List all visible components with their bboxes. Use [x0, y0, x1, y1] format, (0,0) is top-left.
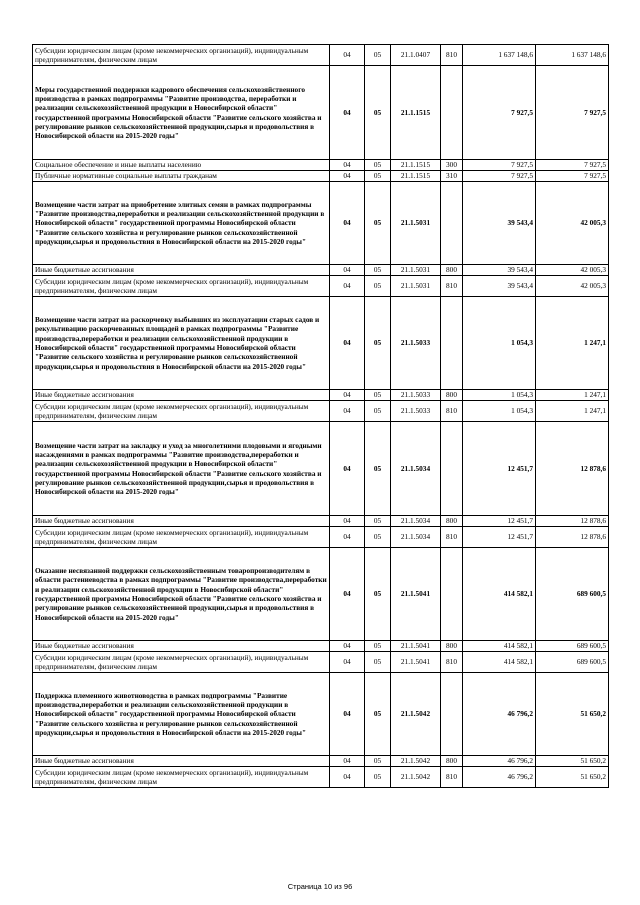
amount-year1-cell: 1 637 148,6 [463, 45, 536, 66]
expense-type-cell: 800 [441, 516, 463, 527]
table-row [33, 182, 609, 265]
section-code-cell: 04 [330, 265, 365, 276]
table-row [33, 401, 609, 422]
target-article-cell: 21.1.5031 [391, 276, 441, 297]
amount-year1-cell: 12 451,7 [463, 516, 536, 527]
table-row [33, 673, 609, 756]
amount-year2-cell: 1 247,1 [536, 401, 609, 422]
amount-year2-cell: 7 927,5 [536, 171, 609, 182]
table-row [33, 66, 609, 160]
target-article-cell: 21.1.0407 [391, 45, 441, 66]
expense-type-cell [441, 422, 463, 516]
subsection-code-cell: 05 [365, 265, 391, 276]
table-row [33, 265, 609, 276]
amount-year1-cell: 414 582,1 [463, 641, 536, 652]
table-row [33, 527, 609, 548]
section-code-cell: 04 [330, 297, 365, 390]
table-row [33, 767, 609, 788]
expense-type-cell: 810 [441, 276, 463, 297]
subsection-code-cell: 05 [365, 673, 391, 756]
expense-type-cell [441, 66, 463, 160]
expense-name-cell: Иные бюджетные ассигнования [33, 390, 330, 401]
table-row [33, 171, 609, 182]
expense-type-cell: 800 [441, 265, 463, 276]
section-code-cell: 04 [330, 767, 365, 788]
table-row [33, 45, 609, 66]
table-row [33, 652, 609, 673]
table-row [33, 297, 609, 390]
target-article-cell: 21.1.5041 [391, 548, 441, 641]
target-article-cell: 21.1.5034 [391, 527, 441, 548]
section-code-cell: 04 [330, 527, 365, 548]
subsection-code-cell: 05 [365, 160, 391, 171]
expense-type-cell [441, 548, 463, 641]
table-row [33, 641, 609, 652]
expense-type-cell [441, 297, 463, 390]
amount-year1-cell: 414 582,1 [463, 652, 536, 673]
amount-year1-cell: 7 927,5 [463, 160, 536, 171]
expense-name-cell: Возмещение части затрат на раскорчевку выбывших из эксплуатации старых садов и рекультивацию раскорчеванных площадей в рамках подпрограммы "Развитие производства,переработки и реализации сельскохозяйственной продукции в Новосибирской области" государственной программы Новосибирской области "Развитие сельского хозяйства и регулирование рынков сельскохозяйственной продукции,сырья и продовольствия в Новосибирской области на 2015-2020 годы" [33, 297, 330, 390]
target-article-cell: 21.1.5034 [391, 422, 441, 516]
subsection-code-cell: 05 [365, 401, 391, 422]
expense-type-cell [441, 182, 463, 265]
subsection-code-cell: 05 [365, 422, 391, 516]
subsection-code-cell: 05 [365, 66, 391, 160]
section-code-cell: 04 [330, 641, 365, 652]
section-code-cell: 04 [330, 160, 365, 171]
target-article-cell: 21.1.5042 [391, 756, 441, 767]
amount-year1-cell: 414 582,1 [463, 548, 536, 641]
expense-name-cell: Оказание несвязанной поддержки сельскохозяйственным товаропроизводителям в области растениеводства в рамках подпрограммы "Развитие производства,переработки и реализации сельскохозяйственной продукции в Новосибирской области" государственной программы Новосибирской области "Развитие сельского хозяйства и регулирование рынков сельскохозяйственной продукции,сырья и продовольствия в Новосибирской области на 2015-2020 годы" [33, 548, 330, 641]
subsection-code-cell: 05 [365, 767, 391, 788]
amount-year2-cell: 51 650,2 [536, 756, 609, 767]
expense-name-cell: Меры государственной поддержки кадрового обеспечения сельскохозяйственного производства в рамках подпрограммы "Развитие производства, переработки и реализации сельскохозяйственной продукции в Новосибирской области" государственной программы Новосибирской области "Развитие сельского хозяйства и регулирование рынков сельскохозяйственной продукции,сырья и продовольствия в Новосибирской области на 2015-2020 годы" [33, 66, 330, 160]
expense-name-cell: Иные бюджетные ассигнования [33, 516, 330, 527]
target-article-cell: 21.1.5034 [391, 516, 441, 527]
amount-year1-cell: 1 054,3 [463, 297, 536, 390]
amount-year2-cell: 689 600,5 [536, 652, 609, 673]
amount-year2-cell: 689 600,5 [536, 548, 609, 641]
target-article-cell: 21.1.5042 [391, 767, 441, 788]
target-article-cell: 21.1.5031 [391, 265, 441, 276]
expense-type-cell: 810 [441, 401, 463, 422]
expense-name-cell: Субсидии юридическим лицам (кроме некоммерческих организаций), индивидуальным предпринимателям, физическим лицам [33, 45, 330, 66]
expense-name-cell: Социальное обеспечение и иные выплаты населению [33, 160, 330, 171]
subsection-code-cell: 05 [365, 390, 391, 401]
budget-table [32, 44, 609, 788]
amount-year1-cell: 39 543,4 [463, 265, 536, 276]
expense-name-cell: Субсидии юридическим лицам (кроме некоммерческих организаций), индивидуальным предпринимателям, физическим лицам [33, 276, 330, 297]
amount-year2-cell: 42 005,3 [536, 182, 609, 265]
section-code-cell: 04 [330, 182, 365, 265]
amount-year2-cell: 12 878,6 [536, 527, 609, 548]
section-code-cell: 04 [330, 516, 365, 527]
subsection-code-cell: 05 [365, 527, 391, 548]
amount-year2-cell: 689 600,5 [536, 641, 609, 652]
table-row [33, 276, 609, 297]
expense-type-cell: 800 [441, 641, 463, 652]
target-article-cell: 21.1.1515 [391, 171, 441, 182]
section-code-cell: 04 [330, 390, 365, 401]
subsection-code-cell: 05 [365, 45, 391, 66]
subsection-code-cell: 05 [365, 756, 391, 767]
table-row [33, 548, 609, 641]
subsection-code-cell: 05 [365, 276, 391, 297]
expense-type-cell: 810 [441, 527, 463, 548]
target-article-cell: 21.1.5033 [391, 297, 441, 390]
amount-year1-cell: 1 054,3 [463, 401, 536, 422]
amount-year2-cell: 7 927,5 [536, 160, 609, 171]
expense-name-cell: Иные бюджетные ассигнования [33, 265, 330, 276]
table-row [33, 390, 609, 401]
page-number: Страница 10 из 96 [287, 882, 353, 891]
amount-year2-cell: 1 247,1 [536, 390, 609, 401]
expense-name-cell: Иные бюджетные ассигнования [33, 641, 330, 652]
amount-year2-cell: 12 878,6 [536, 422, 609, 516]
section-code-cell: 04 [330, 548, 365, 641]
target-article-cell: 21.1.5033 [391, 390, 441, 401]
table-row [33, 160, 609, 171]
expense-type-cell: 300 [441, 160, 463, 171]
section-code-cell: 04 [330, 276, 365, 297]
subsection-code-cell: 05 [365, 652, 391, 673]
subsection-code-cell: 05 [365, 182, 391, 265]
target-article-cell: 21.1.5041 [391, 641, 441, 652]
section-code-cell: 04 [330, 45, 365, 66]
expense-type-cell: 810 [441, 652, 463, 673]
amount-year1-cell: 12 451,7 [463, 527, 536, 548]
document-page [32, 44, 608, 788]
expense-name-cell: Возмещение части затрат на приобретение элитных семян в рамках подпрограммы "Развитие производства,переработки и реализации сельскохозяйственной продукции в Новосибирской области" государственной программы Новосибирской области "Развитие сельского хозяйства и регулирование рынков сельскохозяйственной продукции,сырья и продовольствия в Новосибирской области на 2015-2020 годы" [33, 182, 330, 265]
table-body [33, 45, 609, 788]
expense-name-cell: Публичные нормативные социальные выплаты гражданам [33, 171, 330, 182]
subsection-code-cell: 05 [365, 297, 391, 390]
amount-year1-cell: 7 927,5 [463, 171, 536, 182]
table-row [33, 422, 609, 516]
amount-year1-cell: 7 927,5 [463, 66, 536, 160]
expense-type-cell: 810 [441, 767, 463, 788]
subsection-code-cell: 05 [365, 548, 391, 641]
section-code-cell: 04 [330, 171, 365, 182]
subsection-code-cell: 05 [365, 641, 391, 652]
amount-year2-cell: 7 927,5 [536, 66, 609, 160]
expense-name-cell: Возмещение части затрат на закладку и уход за многолетними плодовыми и ягодными насаждениями в рамках подпрограммы "Развитие производства,переработки и реализации сельскохозяйственной продукции в Новосибирской области" государственной программы Новосибирской области "Развитие сельского хозяйства и регулирование рынков сельскохозяйственной продукции,сырья и продовольствия в Новосибирской области на 2015-2020 годы" [33, 422, 330, 516]
target-article-cell: 21.1.1515 [391, 66, 441, 160]
expense-name-cell: Субсидии юридическим лицам (кроме некоммерческих организаций), индивидуальным предпринимателям, физическим лицам [33, 401, 330, 422]
expense-type-cell: 310 [441, 171, 463, 182]
expense-name-cell: Субсидии юридическим лицам (кроме некоммерческих организаций), индивидуальным предпринимателям, физическим лицам [33, 527, 330, 548]
expense-name-cell: Субсидии юридическим лицам (кроме некоммерческих организаций), индивидуальным предпринимателям, физическим лицам [33, 767, 330, 788]
target-article-cell: 21.1.5031 [391, 182, 441, 265]
amount-year2-cell: 12 878,6 [536, 516, 609, 527]
table-row [33, 756, 609, 767]
target-article-cell: 21.1.5041 [391, 652, 441, 673]
target-article-cell: 21.1.1515 [391, 160, 441, 171]
expense-name-cell: Поддержка племенного животноводства в рамках подпрограммы "Развитие производства,переработки и реализации сельскохозяйственной продукции в Новосибирской области" государственной программы Новосибирской области "Развитие сельского хозяйства и регулирование рынков сельскохозяйственной продукции,сырья и продовольствия в Новосибирской области на 2015-2020 годы" [33, 673, 330, 756]
expense-type-cell [441, 673, 463, 756]
amount-year2-cell: 51 650,2 [536, 673, 609, 756]
amount-year1-cell: 39 543,4 [463, 182, 536, 265]
amount-year2-cell: 1 637 148,6 [536, 45, 609, 66]
amount-year1-cell: 46 796,2 [463, 673, 536, 756]
expense-name-cell: Субсидии юридическим лицам (кроме некоммерческих организаций), индивидуальным предпринимателям, физическим лицам [33, 652, 330, 673]
expense-type-cell: 800 [441, 756, 463, 767]
amount-year2-cell: 42 005,3 [536, 265, 609, 276]
amount-year1-cell: 46 796,2 [463, 756, 536, 767]
amount-year1-cell: 46 796,2 [463, 767, 536, 788]
amount-year1-cell: 1 054,3 [463, 390, 536, 401]
section-code-cell: 04 [330, 673, 365, 756]
amount-year1-cell: 39 543,4 [463, 276, 536, 297]
amount-year2-cell: 42 005,3 [536, 276, 609, 297]
target-article-cell: 21.1.5033 [391, 401, 441, 422]
section-code-cell: 04 [330, 652, 365, 673]
table-row [33, 516, 609, 527]
section-code-cell: 04 [330, 756, 365, 767]
subsection-code-cell: 05 [365, 171, 391, 182]
section-code-cell: 04 [330, 422, 365, 516]
section-code-cell: 04 [330, 401, 365, 422]
amount-year1-cell: 12 451,7 [463, 422, 536, 516]
expense-name-cell: Иные бюджетные ассигнования [33, 756, 330, 767]
amount-year2-cell: 1 247,1 [536, 297, 609, 390]
expense-type-cell: 810 [441, 45, 463, 66]
expense-type-cell: 800 [441, 390, 463, 401]
amount-year2-cell: 51 650,2 [536, 767, 609, 788]
section-code-cell: 04 [330, 66, 365, 160]
subsection-code-cell: 05 [365, 516, 391, 527]
target-article-cell: 21.1.5042 [391, 673, 441, 756]
